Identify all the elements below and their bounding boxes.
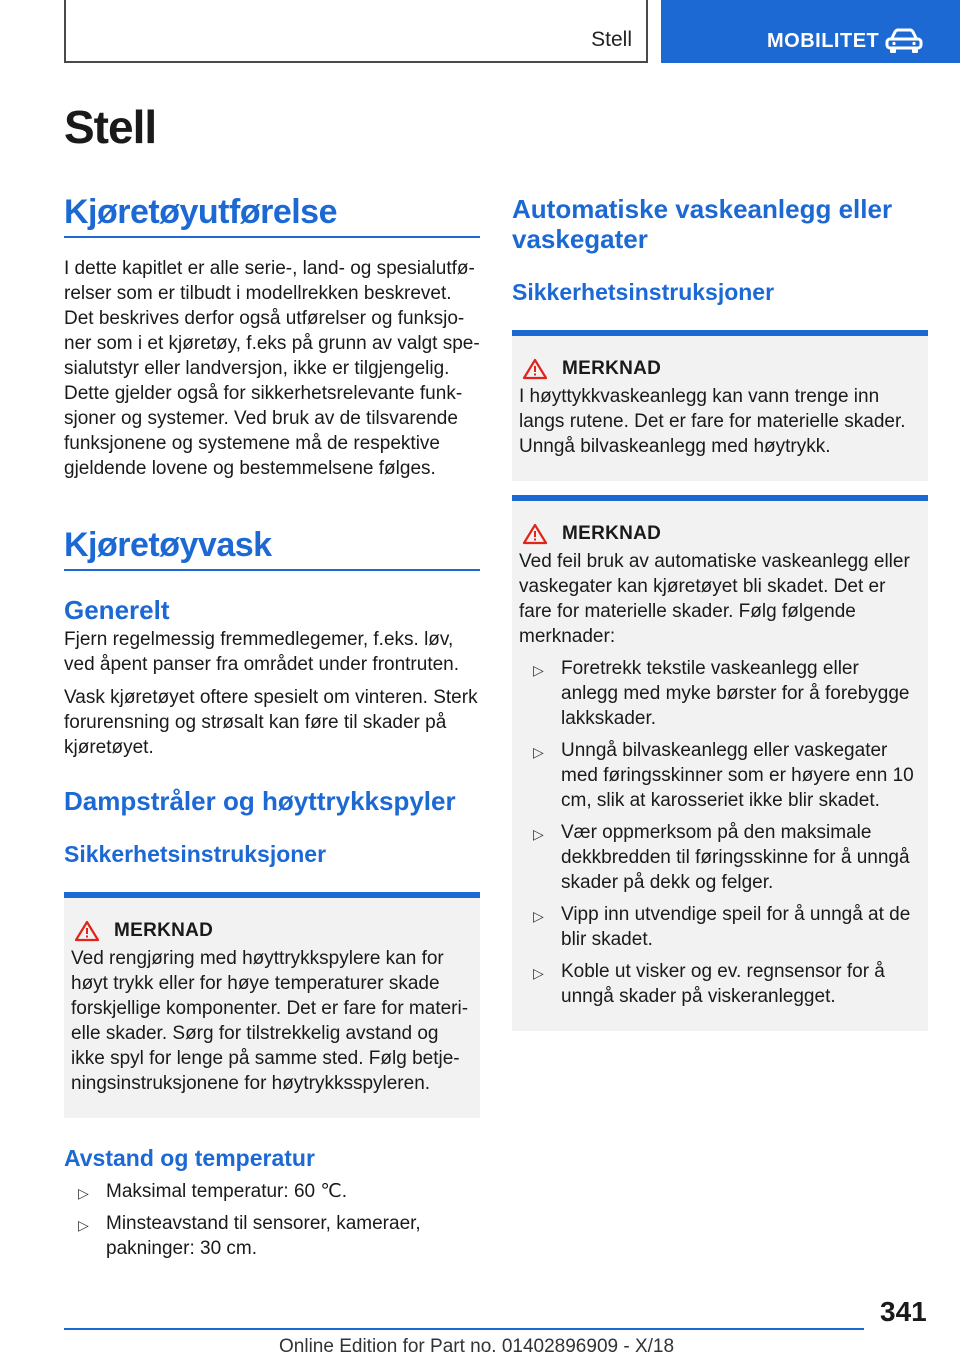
triangle-bullet-icon: ▷ [78,1217,89,1233]
footer-edition: Online Edition for Part no. 01402896909 - X/18 [279,1336,675,1357]
section-rule [64,569,480,571]
header-section-title: Stell [591,28,632,51]
general-paragraph-2: Vask kjøretøyet oftere spesielt om vinteren. Sterk forurensning og strøsalt kan føre til skader på kjøretøyet. [64,687,478,758]
section-heading-wash: Kjøretøyvask [64,526,272,564]
section-heading-design: Kjøretøyutførelse [64,193,337,231]
note-text: I høyttykkvaskeanlegg kan vann trenge inn langs rutene. Det er fare for materielle skader. Unngå bilvaskeanlegg med høytrykk. [519,386,906,457]
triangle-bullet-icon: ▷ [533,965,544,981]
warning-note-high-pressure [512,330,928,481]
general-paragraph-1: Fjern regelmessig fremmedlegemer, f.eks. løv, ved åpent panser fra området under frontruten. [64,629,460,675]
distance-heading: Avstand og temperatur [64,1145,315,1171]
warning-triangle-icon [522,358,548,380]
page-number: 341 [880,1296,927,1327]
list-item: ▷ Maksimal temperatur: 60 ℃. [64,1179,480,1204]
header-section-box [64,0,648,63]
note-list [519,656,921,1009]
general-heading: Generelt [64,595,170,625]
safety-heading-right: Sikkerhetsinstruksjoner [512,279,775,305]
list-item: ▷ Unngå bilvaskeanlegg eller vaskegater med føringsskinner som er høyere enn 10 cm, slik at karosseriet ikke blir skadet. [533,740,914,811]
note-title: MERKNAD [114,920,214,941]
footer-rule [64,1328,864,1330]
left-column [64,192,480,1261]
page-title: Stell [64,101,157,153]
safety-heading-left: Sikkerhetsinstruksjoner [64,841,327,867]
steam-heading: Dampstråler og høyttrykkspyler [64,786,456,816]
note-title: MERKNAD [562,358,662,379]
list-item: ▷ Vær oppmerksom på den maksimale dekkbredden til føringsskinne for å unngå skader på dekk og felger. [533,822,910,893]
list-item: ▷ Vipp inn utvendige speil for å unngå at de blir skadet. [533,904,911,950]
note-text: Ved rengjøring med høyttrykkspylere kan for høyt trykk eller for høye temperaturer skade forskjellige komponenter. Det er fare for materielle skader. Sørg for tilstrekkelig avstand og ikke spyl for lenge på samme sted. Følg betjeningsinstruksjonene for høytrykksspyleren. [71,948,469,1094]
triangle-bullet-icon: ▷ [533,744,544,760]
section-rule [64,236,480,238]
warning-triangle-icon [522,523,548,545]
note-title: MERKNAD [562,523,662,544]
design-paragraph: I dette kapitlet er alle serie-, land- og spesialutførelser som er tilbudt i modellrekken beskrevet. Det beskrives derfor også utførelser og funksjoner som i et kjøretøy, f.eks på grunn av valgt spesialutstyr eller landversjon, ikke er tilgjengelig. Dette gjelder også for sikkerhetsrelevante funksjoner og systemer. Ved bruk av de tilsvarende funksjonene og systemene må de respektive gjeldende lovene og bestemmelsene følges. [64,258,480,479]
list-item: ▷ Minsteavstand til sensorer, kameraer, pakninger: 30 cm. [78,1213,421,1259]
triangle-bullet-icon: ▷ [78,1185,89,1201]
car-icon [885,28,923,54]
list-item: ▷ Foretrekk tekstile vaskeanlegg eller anlegg med myke børster for å forebygge lakkskader. [533,658,910,729]
warning-note-steam [64,892,480,1118]
triangle-bullet-icon: ▷ [533,662,544,678]
warning-note-automatic-wash [512,495,928,1031]
warning-triangle-icon [74,920,100,942]
header-chapter-label: MOBILITET [767,30,880,52]
note-text: Ved feil bruk av automatiske vaskeanlegg eller vaskegater kan kjøretøyet bli skadet. Det er fare for materielle skader. Følg følgende merknader: [519,551,910,647]
header-chapter-tab [661,0,960,63]
list-item: ▷ Koble ut visker og ev. regnsensor for å unngå skader på viskeranlegget. [533,961,885,1007]
triangle-bullet-icon: ▷ [533,826,544,842]
distance-list [64,1179,480,1261]
right-column [512,192,928,1031]
automatic-wash-heading: Automatiske vaskeanlegg eller vaskegater [512,194,893,254]
triangle-bullet-icon: ▷ [533,908,544,924]
